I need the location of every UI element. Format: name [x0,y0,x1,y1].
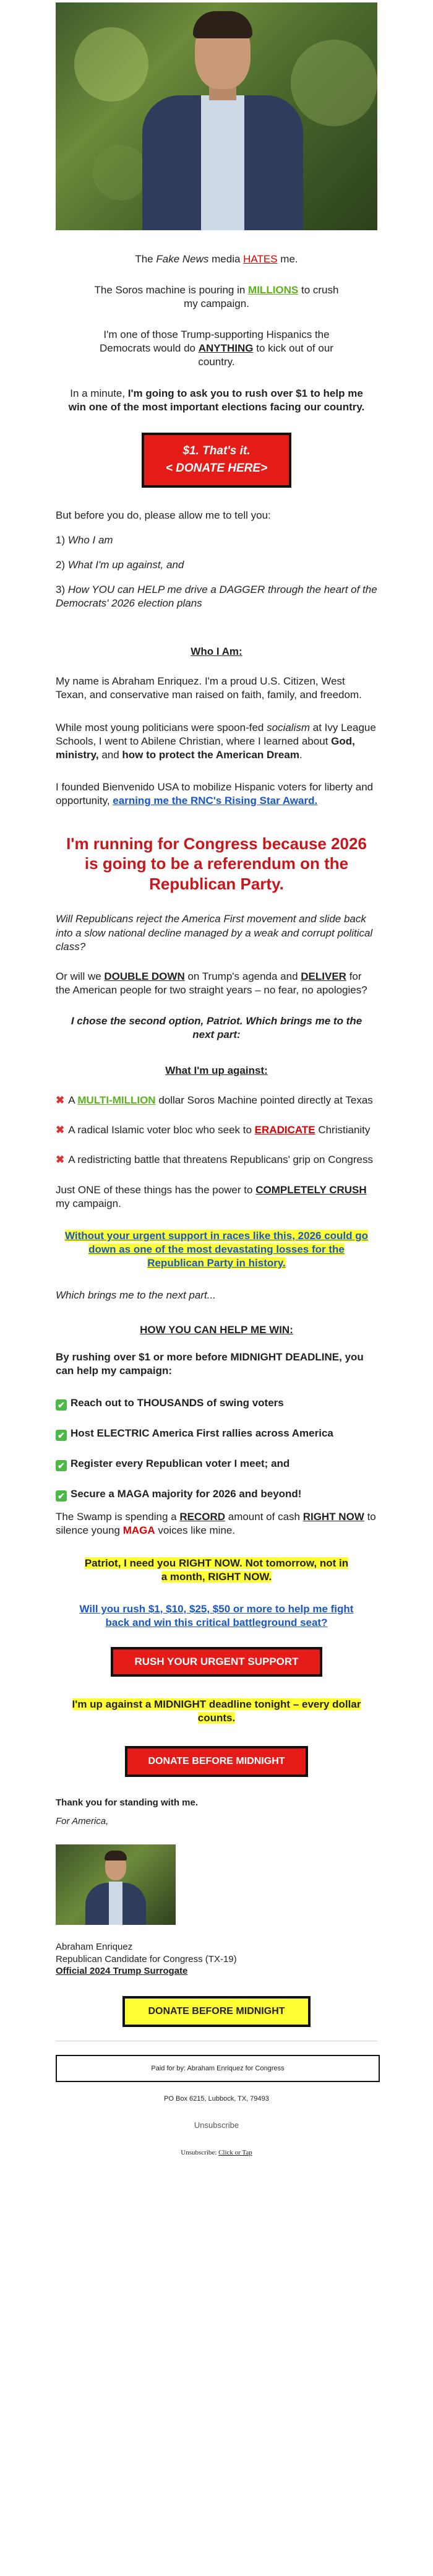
intro-line-3: I'm one of those Trump-supporting Hispanics the Democrats would do ANYTHING to kick out of our country. [100,329,333,368]
swamp-text: The Swamp is spending a RECORD amount of cash RIGHT NOW to silence young MAGA voices like mine. [56,1511,376,1537]
who-paragraph-3: I founded Bienvenido USA to mobilize Hispanic voters for liberty and opportunity, earning me the RNC's Rising Star Award. [56,780,374,806]
check-mark-icon: ✔ [56,1399,67,1411]
who-paragraph-1: My name is Abraham Enriquez. I'm a proud U.S. Citizen, West Texan, and conservative man raised on faith, family, and freedom. [56,675,362,701]
signoff-name: Abraham Enriquez [56,1942,133,1953]
help-item: ✔ Secure a MAGA majority for 2026 and beyond! [56,1487,377,1502]
midnight-note: I'm up against a MIDNIGHT deadline tonight – every dollar counts. [72,1698,361,1724]
warning-highlight [56,1229,377,1270]
unsubscribe-line: Unsubscribe: Click or Tap [181,2148,252,2156]
next-part-text: Which brings me to the next part... [56,1289,216,1301]
donate-line-2: < DONATE HERE> [165,462,268,475]
choice-text: I chose the second option, Patriot. Which brings me to the next part: [71,1014,362,1041]
intro-line-1: The Fake News media HATES me. [135,253,298,265]
unsubscribe-link[interactable]: Unsubscribe [194,2120,239,2130]
donate-midnight-button[interactable]: DONATE BEFORE MIDNIGHT [125,1746,308,1777]
rising-star-link[interactable]: earning me the RNC's Rising Star Award. [113,794,318,806]
against-summary: Just ONE of these things has the power to COMPLETELY CRUSH my campaign. [56,1183,367,1209]
help-item: ✔ Register every Republican voter I meet; and [56,1457,377,1471]
donate-midnight-yellow-button[interactable]: DONATE BEFORE MIDNIGHT [122,1996,311,2027]
rush-support-button[interactable]: RUSH YOUR URGENT SUPPORT [111,1647,322,1677]
thanks-text: Thank you for standing with me. [56,1797,199,1809]
who-heading: Who I Am: [191,646,242,658]
intro-line-4: In a minute, I'm going to ask you to rush over $1 to help me win one of the most important elections facing our country. [68,387,365,413]
paid-for-box [56,2055,380,2082]
against-item-1: ✖ A MULTI-MILLION dollar Soros Machine pointed directly at Texas [56,1094,373,1107]
cross-mark-icon: ✖ [56,1094,65,1107]
candidate-photo [56,2,377,230]
congress-headline: I'm running for Congress because 2026 is going to be a referendum on the Republican Party. [66,834,367,893]
help-item: ✔ Reach out to THOUSANDS of swing voters [56,1396,377,1411]
question-1: Will Republicans reject the America First movement and slide back into a slow national decline managed by a weak and corrupt political class? [56,913,373,953]
check-mark-icon: ✔ [56,1430,67,1441]
outline-item-2: 2) What I'm up against, and [56,558,184,571]
donate-here-button[interactable] [142,433,291,488]
question-2: Or will we DOUBLE DOWN on Trump's agenda and DELIVER for the American people for two straight years – no fear, no apologies? [56,970,367,996]
help-lead: By rushing over $1 or more before MIDNIGHT DEADLINE, you can help my campaign: [56,1351,364,1377]
who-paragraph-2: While most young politicians were spoon-fed socialism at Ivy League Schools, I went to Abilene Christian, where I learned about God, ministry, and how to protect the American Dream. [56,721,376,761]
urgent-highlight: Patriot, I need you RIGHT NOW. Not tomorrow, not in a month, RIGHT NOW. [84,1557,349,1583]
donate-line-1: $1. That's it. [182,444,251,457]
closing-text: For America, [56,1815,109,1826]
against-item-2: ✖ A radical Islamic voter bloc who seek to ERADICATE Christianity [56,1124,371,1136]
check-mark-icon: ✔ [56,1460,67,1471]
check-mark-icon: ✔ [56,1490,67,1502]
ask-text [56,1602,377,1630]
unsubscribe-click-link[interactable]: Click or Tap [218,2148,252,2156]
against-heading: What I'm up against: [165,1065,268,1077]
warning-link[interactable]: Without your urgent support in races like this, 2026 could go down as one of the most devastating losses for the Republican Party in history. [64,1229,369,1269]
ask-link[interactable]: Will you rush $1, $10, $25, $50 or more to help me fight back and win this critical battleground seat? [79,1602,354,1628]
outline-lead: But before you do, please allow me to tell you: [56,509,271,521]
signoff-surrogate: Official 2024 Trump Surrogate [56,1966,188,1977]
against-item-3: ✖ A redistricting battle that threatens Republicans' grip on Congress [56,1154,373,1166]
help-item: ✔ Host ELECTRIC America First rallies across America [56,1427,377,1441]
hates-text: HATES [243,253,278,265]
cross-mark-icon: ✖ [56,1124,65,1136]
candidate-avatar [56,1844,176,1925]
email-body [56,2,377,2167]
paid-for-text: Paid for by: Abraham Enriquez for Congress [151,2064,285,2072]
intro-line-2: The Soros machine is pouring in MILLIONS to crush my campaign. [94,284,339,310]
outline-item-3: 3) How YOU can HELP me drive a DAGGER through the heart of the Democrats' 2026 election plans [56,584,377,610]
outline-item-1: 1) Who I am [56,534,113,546]
help-heading: HOW YOU CAN HELP ME WIN: [140,1324,293,1336]
signoff-title: Republican Candidate for Congress (TX-19) [56,1953,237,1964]
cross-mark-icon: ✖ [56,1154,65,1166]
footer-address: PO Box 6215, Lubbock, TX, 79493 [164,2094,269,2103]
